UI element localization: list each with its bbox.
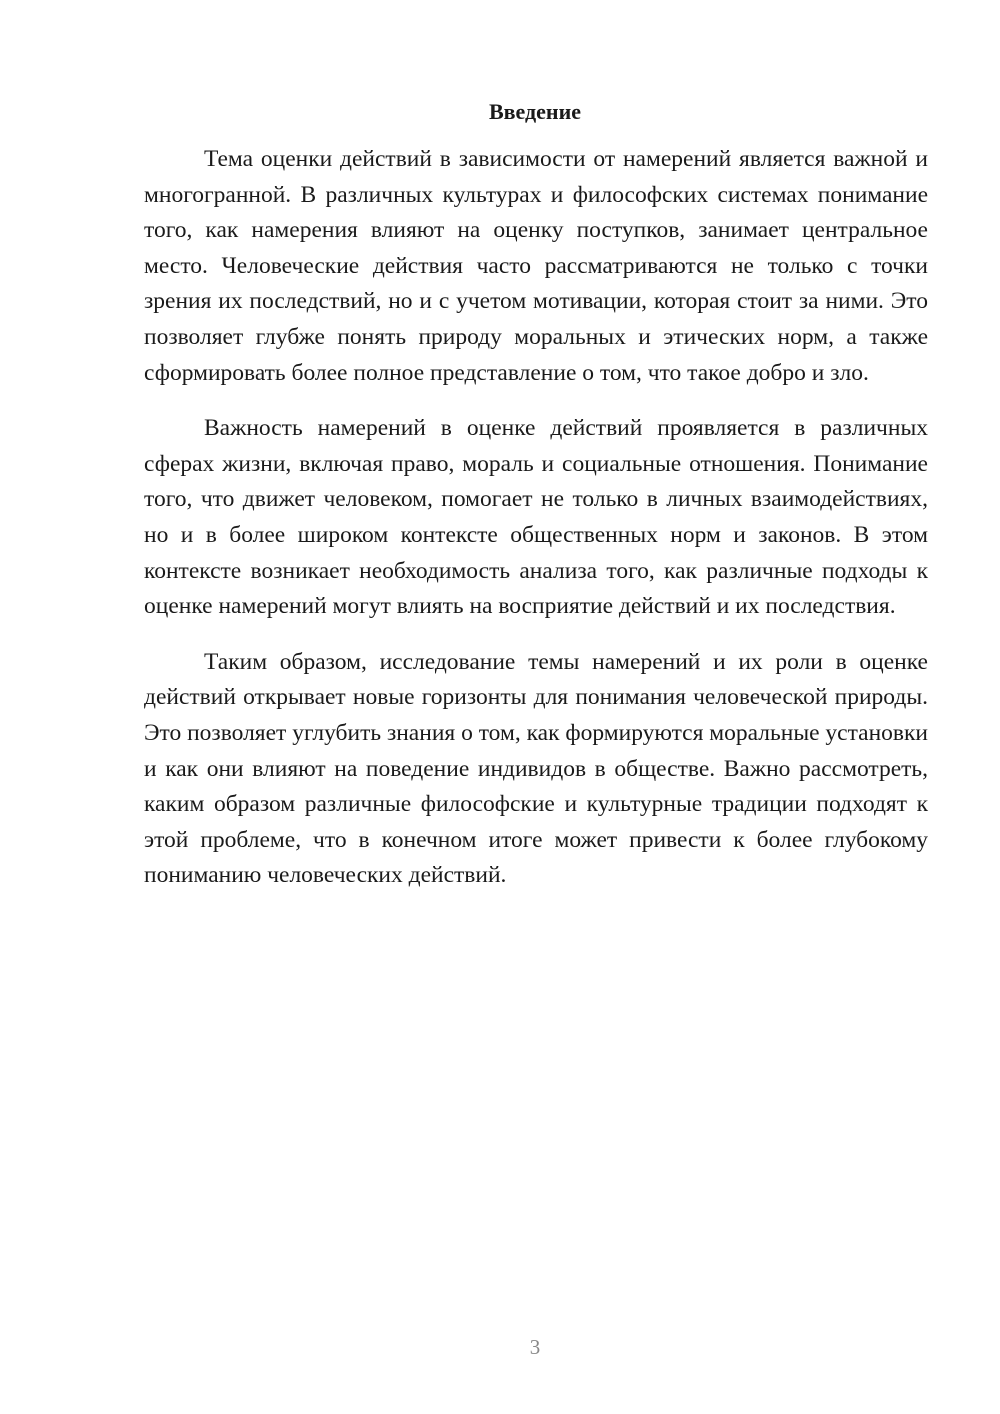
paragraph-2: Важность намерений в оценке действий проявляется в различных сферах жизни, включая право, мораль и социальные отношения. Понимание того, что движет человеком, помогает не только в личных взаимодействиях, но и в более широком контексте общественных норм и законов. В этом контексте возникает необходимость анализа того, как различные подходы к оценке намерений могут влиять на восприятие действий и их последствия. xyxy=(144,415,928,620)
document-body xyxy=(144,142,928,914)
paragraph-1: Тема оценки действий в зависимости от намерений является важной и многогранной. В различных культурах и философских системах понимание того, как намерения влияют на оценку поступков, занимает центральное место. Человеческие действия часто рассматриваются не только с точки зрения их последствий, но и с учетом мотивации, которая стоит за ними. Это позволяет глубже понять природу моральных и этических норм, а также сформировать более полное представление о том, что такое добро и зло. xyxy=(144,146,928,386)
page-number: 3 xyxy=(529,1335,541,1359)
paragraph-3: Таким образом, исследование темы намерений и их роли в оценке действий открывает новые горизонты для понимания человеческой природы. Это позволяет углубить знания о том, как формируются моральные установки и как они влияют на поведение индивидов в обществе. Важно рассмотреть, каким образом различные философские и культурные традиции подходят к этой проблеме, что в конечном итоге может привести к более глубокому пониманию человеческих действий. xyxy=(144,648,929,889)
page-title: Введение xyxy=(488,99,582,124)
